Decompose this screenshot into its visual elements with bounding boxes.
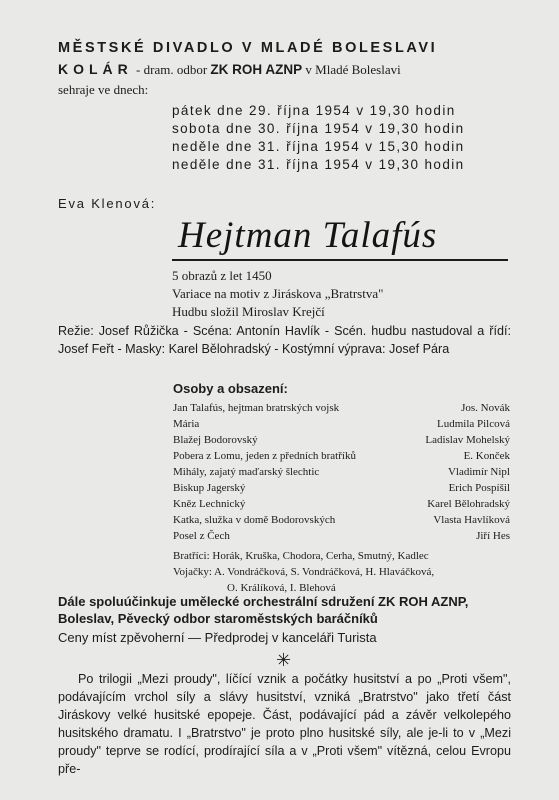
performance-date: sobota dne 30. října 1954 v 19,30 hodin <box>172 121 465 136</box>
play-subtitle: 5 obrazů z let 1450 <box>172 268 272 283</box>
cast-role: Pobera z Lomu, jeden z předních bratříků <box>173 450 356 462</box>
play-title: Hejtman Talafús <box>178 215 438 256</box>
cast-role: Posel z Čech <box>173 530 230 542</box>
title-underline <box>172 259 508 261</box>
ticket-info: Ceny míst zpěvoherní — Předprodej v kanceláři Turista <box>58 630 377 645</box>
cast-role: Mária <box>173 418 200 430</box>
cast-actor: Vladimír Nipl <box>447 466 510 478</box>
participation-note: Boleslav, Pěvecký odbor staroměstských baráčníků <box>58 611 378 626</box>
play-author: Eva Klenová: <box>58 196 157 211</box>
ensemble-members: O. Králíková, I. Blehová <box>227 582 336 594</box>
cast-role: Biskup Jagerský <box>173 482 246 494</box>
performance-date: neděle dne 31. října 1954 v 19,30 hodin <box>172 157 465 172</box>
cast-actor: Ludmila Pilcová <box>436 418 510 430</box>
intro-text: sehraje ve dnech: <box>58 82 149 97</box>
cast-role: Mihály, zajatý maďarský šlechtic <box>173 466 320 478</box>
cast-actor: Erich Pospíšil <box>448 482 510 494</box>
cast-role: Jan Talafús, hejtman bratrských vojsk <box>173 402 340 414</box>
cast-actor: Jiří Hes <box>476 530 510 542</box>
cast-actor: Ladislav Mohelský <box>425 434 510 446</box>
asterisk-separator: ✳ <box>276 650 292 671</box>
ensemble-members: Bratříci: Horák, Kruška, Chodora, Cerha, Smutný, Kadlec <box>173 550 429 562</box>
cast-actor: Vlasta Havlíková <box>433 514 510 526</box>
cast-role: Blažej Bodorovský <box>173 434 258 446</box>
synopsis-paragraph: Po trilogii „Mezi proudy", líčící vznik a počátky husitství a po „Proti všem", podávajícím vrchol síly a slávy husitství, vzniká „Bratrstvo" jako třetí část Jiráskovy velké husitské epopeje. Část, podávající pád a závěr velkolepého husitského dramatu. I „Bratrstvo" je proto plno husitské síly, ale je-li to v „Mezi proudy" teprve se rodící, prodírající síla a v „Proti všem" vítězná, celou Evropu pře- <box>58 672 511 776</box>
organization-name: ZK ROH AZNP <box>210 62 303 77</box>
location-text: v Mladé Boleslavi <box>305 62 401 77</box>
ensemble-line <box>58 61 401 78</box>
ensemble-name: KOLÁR <box>58 61 133 77</box>
cast-role: Kněz Lechnický <box>173 498 246 510</box>
performance-date: pátek dne 29. října 1954 v 19,30 hodin <box>172 103 456 118</box>
cast-actor: Karel Bělohradský <box>427 498 510 510</box>
participation-note: Dále spoluúčinkuje umělecké orchestrální sdružení ZK ROH AZNP, <box>58 594 469 609</box>
theatre-name: MĚSTSKÉ DIVADLO V MLADÉ BOLESLAVI <box>58 40 438 56</box>
performance-date: neděle dne 31. října 1954 v 15,30 hodin <box>172 139 465 154</box>
play-subtitle: Variace na motiv z Jiráskova „Bratrstva" <box>172 286 384 301</box>
cast-actor: Jos. Novák <box>461 402 510 414</box>
cast-actor: E. Konček <box>463 450 510 462</box>
cast-role: Katka, služka v domě Bodorovských <box>173 514 336 526</box>
production-credits: Režie: Josef Růžička - Scéna: Antonín Havlík - Scén. hudbu nastudoval a řídí: Josef Feřt - Masky: Karel Bělohradský - Kostýmní výprava: Josef Pára <box>58 324 511 356</box>
play-subtitle: Hudbu složil Miroslav Krejčí <box>172 304 325 319</box>
cast-heading: Osoby a obsazení: <box>173 381 288 396</box>
ensemble-members: Vojačky: A. Vondráčková, S. Vondráčková, H. Hlaváčková, <box>173 566 435 578</box>
ensemble-dash: - dram. odbor <box>136 62 208 77</box>
